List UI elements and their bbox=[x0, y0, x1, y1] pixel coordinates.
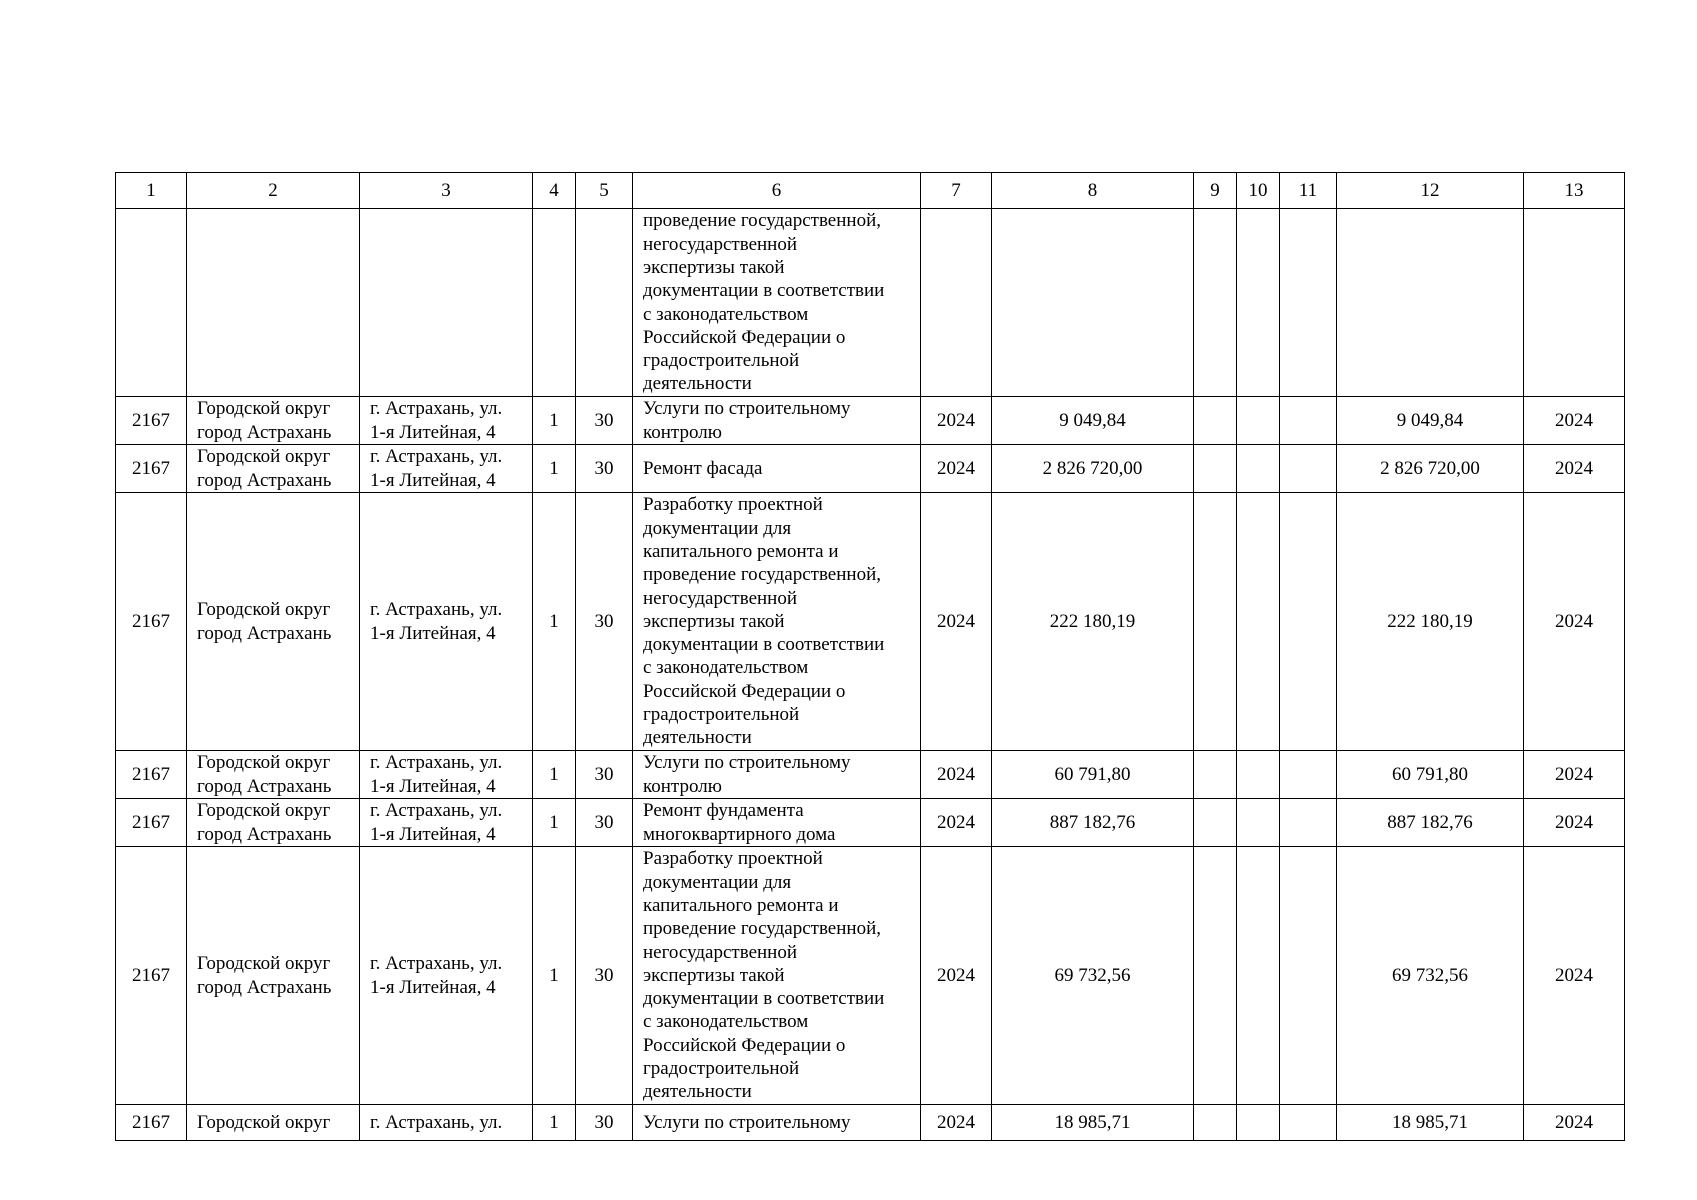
work-type-cell bbox=[633, 751, 921, 799]
cell-text-line: с законодательством bbox=[643, 657, 809, 679]
cell-text-line: Городской округ bbox=[197, 446, 331, 468]
cell-text-line: с законодательством bbox=[643, 303, 809, 325]
cell-text-line: город Астрахань bbox=[197, 823, 332, 845]
col12-cell: 2 826 720,00 bbox=[1337, 445, 1524, 493]
cost-cell: 69 732,56 bbox=[992, 847, 1194, 1105]
cell-text-line: градостроительной bbox=[643, 704, 800, 726]
cell-text-line: экспертизы такой bbox=[643, 964, 785, 986]
col9-cell bbox=[1194, 397, 1237, 445]
cell-text-line: экспертизы такой bbox=[643, 256, 785, 278]
address-cell bbox=[360, 751, 533, 799]
col10-cell bbox=[1237, 1105, 1280, 1141]
record-number-cell: 2167 bbox=[116, 445, 187, 493]
col13-cell: 2024 bbox=[1524, 751, 1625, 799]
record-number-cell: 2167 bbox=[116, 1105, 187, 1141]
cell-text-line: 1-я Литейная, 4 bbox=[370, 469, 496, 491]
col9-cell bbox=[1194, 847, 1237, 1105]
work-type-cell bbox=[633, 799, 921, 847]
record-number-cell: 2167 bbox=[116, 493, 187, 751]
col10-cell bbox=[1237, 847, 1280, 1105]
col5-cell: 30 bbox=[576, 1105, 633, 1141]
cell-text-line: г. Астрахань, ул. bbox=[370, 398, 503, 420]
year-cell: 2024 bbox=[921, 847, 992, 1105]
col10-cell bbox=[1237, 799, 1280, 847]
col5-cell: 30 bbox=[576, 751, 633, 799]
header-row bbox=[116, 173, 1625, 209]
col11-cell bbox=[1280, 445, 1337, 493]
cell-text-line: город Астрахань bbox=[197, 421, 332, 443]
header-cell: 9 bbox=[1194, 173, 1237, 209]
cell-text-line: Российской Федерации о bbox=[643, 680, 846, 702]
cell-text-line: контролю bbox=[643, 421, 722, 443]
col11-cell bbox=[1280, 1105, 1337, 1141]
cell-text-line: Городской округ bbox=[197, 398, 331, 420]
col5-cell: 30 bbox=[576, 445, 633, 493]
year-cell: 2024 bbox=[921, 751, 992, 799]
col9-cell bbox=[1194, 445, 1237, 493]
col4-cell: 1 bbox=[533, 751, 576, 799]
cell-text-line: г. Астрахань, ул. bbox=[370, 1111, 503, 1133]
header-cell: 1 bbox=[116, 173, 187, 209]
cell-text-line: Услуги по строительному bbox=[643, 1111, 851, 1133]
cell-text-line: проведение государственной, bbox=[643, 918, 881, 940]
col12-cell: 9 049,84 bbox=[1337, 397, 1524, 445]
col12-cell: 887 182,76 bbox=[1337, 799, 1524, 847]
cost-cell: 887 182,76 bbox=[992, 799, 1194, 847]
cell-text-line: экспертизы такой bbox=[643, 610, 785, 632]
record-number-cell: 2167 bbox=[116, 847, 187, 1105]
cell-text-line: документации для bbox=[643, 517, 792, 539]
col11-cell bbox=[1280, 397, 1337, 445]
cell-text-line: Городской округ bbox=[197, 1111, 331, 1133]
cell-text-line: деятельности bbox=[643, 373, 752, 395]
col13-cell: 2024 bbox=[1524, 493, 1625, 751]
cell-text-line: Городской округ bbox=[197, 599, 331, 621]
cell-text-line: Российской Федерации о bbox=[643, 1034, 846, 1056]
col11-cell bbox=[1280, 209, 1337, 397]
cell-text-line: деятельности bbox=[643, 727, 752, 749]
cost-cell: 9 049,84 bbox=[992, 397, 1194, 445]
col9-cell bbox=[1194, 493, 1237, 751]
work-type-cell bbox=[633, 209, 921, 397]
col5-cell: 30 bbox=[576, 493, 633, 751]
cell-text-line: город Астрахань bbox=[197, 469, 332, 491]
cell-text-line: 1-я Литейная, 4 bbox=[370, 976, 496, 998]
table-row bbox=[116, 209, 1625, 397]
col9-cell bbox=[1194, 209, 1237, 397]
record-number-cell: 2167 bbox=[116, 799, 187, 847]
cell-text-line: градостроительной bbox=[643, 350, 800, 372]
cell-text-line: город Астрахань bbox=[197, 775, 332, 797]
year-cell: 2024 bbox=[921, 799, 992, 847]
col12-cell: 222 180,19 bbox=[1337, 493, 1524, 751]
cost-cell: 60 791,80 bbox=[992, 751, 1194, 799]
cell-text-line: Российской Федерации о bbox=[643, 326, 846, 348]
cost-cell: 2 826 720,00 bbox=[992, 445, 1194, 493]
col9-cell bbox=[1194, 751, 1237, 799]
municipality-cell bbox=[187, 493, 360, 751]
header-cell: 10 bbox=[1237, 173, 1280, 209]
cell-text-line: 1-я Литейная, 4 bbox=[370, 421, 496, 443]
header-cell: 4 bbox=[533, 173, 576, 209]
cell-text-line: многоквартирного дома bbox=[643, 823, 836, 845]
col13-cell: 2024 bbox=[1524, 1105, 1625, 1141]
cell-text-line: негосударственной bbox=[643, 941, 798, 963]
cost-cell: 18 985,71 bbox=[992, 1105, 1194, 1141]
col10-cell bbox=[1237, 751, 1280, 799]
col4-cell: 1 bbox=[533, 847, 576, 1105]
cell-text-line: капитального ремонта и bbox=[643, 540, 839, 562]
col13-cell: 2024 bbox=[1524, 397, 1625, 445]
year-cell: 2024 bbox=[921, 1105, 992, 1141]
address-cell bbox=[360, 445, 533, 493]
table-row bbox=[116, 493, 1625, 751]
cell-text-line: деятельности bbox=[643, 1081, 752, 1103]
municipality-cell bbox=[187, 799, 360, 847]
col13-cell: 2024 bbox=[1524, 445, 1625, 493]
header-cell: 2 bbox=[187, 173, 360, 209]
cell-text-line: Ремонт фундамента bbox=[643, 800, 804, 822]
cell-text-line: г. Астрахань, ул. bbox=[370, 446, 503, 468]
cell-text-line: негосударственной bbox=[643, 233, 798, 255]
cell-text-line: негосударственной bbox=[643, 587, 798, 609]
cell-text-line: 1-я Литейная, 4 bbox=[370, 775, 496, 797]
col13-cell: 2024 bbox=[1524, 847, 1625, 1105]
cell-text-line: город Астрахань bbox=[197, 976, 332, 998]
header-cell: 12 bbox=[1337, 173, 1524, 209]
table-row bbox=[116, 799, 1625, 847]
works-table bbox=[115, 172, 1625, 1141]
table-row bbox=[116, 1105, 1625, 1141]
cell-text-line: контролю bbox=[643, 775, 722, 797]
address-cell bbox=[360, 847, 533, 1105]
col4-cell: 1 bbox=[533, 799, 576, 847]
table-row bbox=[116, 397, 1625, 445]
col4-cell: 1 bbox=[533, 493, 576, 751]
record-number-cell bbox=[116, 209, 187, 397]
cell-text-line: документации в соответствии bbox=[643, 280, 885, 302]
table-row bbox=[116, 445, 1625, 493]
cell-text-line: градостроительной bbox=[643, 1058, 800, 1080]
cell-text-line: Городской округ bbox=[197, 953, 331, 975]
col10-cell bbox=[1237, 493, 1280, 751]
header-cell: 6 bbox=[633, 173, 921, 209]
col10-cell bbox=[1237, 397, 1280, 445]
table-row bbox=[116, 847, 1625, 1105]
cell-text-line: Разработку проектной bbox=[643, 494, 823, 516]
col13-cell bbox=[1524, 209, 1625, 397]
cell-text-line: Разработку проектной bbox=[643, 848, 823, 870]
cell-text-line: г. Астрахань, ул. bbox=[370, 800, 503, 822]
cell-text-line: Услуги по строительному bbox=[643, 398, 851, 420]
col10-cell bbox=[1237, 209, 1280, 397]
work-type-cell bbox=[633, 397, 921, 445]
col5-cell: 30 bbox=[576, 397, 633, 445]
year-cell: 2024 bbox=[921, 493, 992, 751]
municipality-cell bbox=[187, 1105, 360, 1141]
col4-cell: 1 bbox=[533, 1105, 576, 1141]
municipality-cell bbox=[187, 397, 360, 445]
col12-cell: 69 732,56 bbox=[1337, 847, 1524, 1105]
address-cell bbox=[360, 493, 533, 751]
col5-cell: 30 bbox=[576, 847, 633, 1105]
cell-text-line: город Астрахань bbox=[197, 622, 332, 644]
col11-cell bbox=[1280, 847, 1337, 1105]
municipality-cell bbox=[187, 847, 360, 1105]
address-cell bbox=[360, 1105, 533, 1141]
cell-text-line: г. Астрахань, ул. bbox=[370, 752, 503, 774]
header-cell: 7 bbox=[921, 173, 992, 209]
col13-cell: 2024 bbox=[1524, 799, 1625, 847]
header-cell: 5 bbox=[576, 173, 633, 209]
col4-cell: 1 bbox=[533, 397, 576, 445]
col9-cell bbox=[1194, 1105, 1237, 1141]
record-number-cell: 2167 bbox=[116, 397, 187, 445]
col11-cell bbox=[1280, 751, 1337, 799]
col4-cell: 1 bbox=[533, 445, 576, 493]
year-cell: 2024 bbox=[921, 397, 992, 445]
col11-cell bbox=[1280, 799, 1337, 847]
address-cell bbox=[360, 209, 533, 397]
table-body bbox=[116, 173, 1625, 1141]
cell-text-line: 1-я Литейная, 4 bbox=[370, 823, 496, 845]
cost-cell bbox=[992, 209, 1194, 397]
col5-cell: 30 bbox=[576, 799, 633, 847]
cell-text-line: Ремонт фасада bbox=[643, 457, 763, 479]
col10-cell bbox=[1237, 445, 1280, 493]
cell-text-line: с законодательством bbox=[643, 1011, 809, 1033]
col9-cell bbox=[1194, 799, 1237, 847]
col12-cell: 60 791,80 bbox=[1337, 751, 1524, 799]
municipality-cell bbox=[187, 209, 360, 397]
year-cell bbox=[921, 209, 992, 397]
col4-cell bbox=[533, 209, 576, 397]
work-type-cell bbox=[633, 445, 921, 493]
work-type-cell bbox=[633, 493, 921, 751]
cell-text-line: г. Астрахань, ул. bbox=[370, 599, 503, 621]
cell-text-line: Городской округ bbox=[197, 800, 331, 822]
col11-cell bbox=[1280, 493, 1337, 751]
year-cell: 2024 bbox=[921, 445, 992, 493]
cell-text-line: г. Астрахань, ул. bbox=[370, 953, 503, 975]
col12-cell: 18 985,71 bbox=[1337, 1105, 1524, 1141]
col5-cell bbox=[576, 209, 633, 397]
cell-text-line: проведение государственной, bbox=[643, 564, 881, 586]
cell-text-line: капитального ремонта и bbox=[643, 894, 839, 916]
header-cell: 8 bbox=[992, 173, 1194, 209]
municipality-cell bbox=[187, 751, 360, 799]
header-cell: 13 bbox=[1524, 173, 1625, 209]
cost-cell: 222 180,19 bbox=[992, 493, 1194, 751]
address-cell bbox=[360, 397, 533, 445]
record-number-cell: 2167 bbox=[116, 751, 187, 799]
cell-text-line: 1-я Литейная, 4 bbox=[370, 622, 496, 644]
cell-text-line: Городской округ bbox=[197, 752, 331, 774]
col12-cell bbox=[1337, 209, 1524, 397]
cell-text-line: документации для bbox=[643, 871, 792, 893]
cell-text-line: документации в соответствии bbox=[643, 988, 885, 1010]
cell-text-line: Услуги по строительному bbox=[643, 752, 851, 774]
cell-text-line: документации в соответствии bbox=[643, 634, 885, 656]
table-row bbox=[116, 751, 1625, 799]
cell-text-line: проведение государственной, bbox=[643, 210, 881, 232]
address-cell bbox=[360, 799, 533, 847]
work-type-cell bbox=[633, 847, 921, 1105]
header-cell: 3 bbox=[360, 173, 533, 209]
header-cell: 11 bbox=[1280, 173, 1337, 209]
municipality-cell bbox=[187, 445, 360, 493]
work-type-cell bbox=[633, 1105, 921, 1141]
